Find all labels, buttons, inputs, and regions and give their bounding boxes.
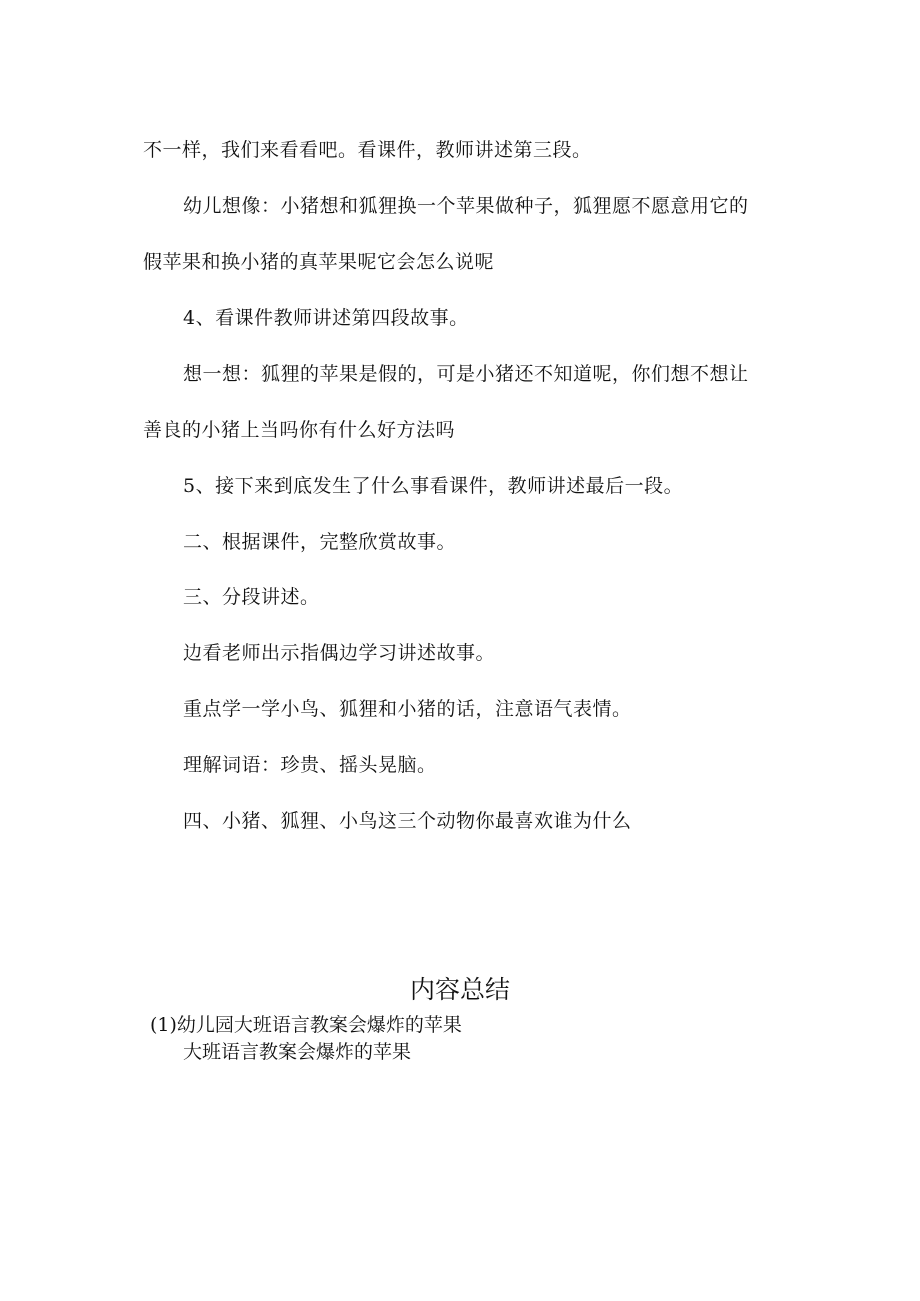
paragraph-line: 三、分段讲述。 — [183, 586, 320, 608]
paragraph-line: 善良的小猪上当吗你有什么好方法吗 — [143, 419, 456, 441]
paragraph-line: 边看老师出示指偶边学习讲述故事。 — [183, 642, 496, 664]
paragraph-line: 不一样，我们来看看吧。看课件，教师讲述第三段。 — [143, 139, 592, 161]
paragraph-line: 假苹果和换小猪的真苹果呢它会怎么说呢 — [143, 251, 495, 273]
paragraph-line: 幼儿想像：小猪想和狐狸换一个苹果做种子，狐狸愿不愿意用它的 — [183, 195, 749, 217]
summary-item: (1)幼儿园大班语言教案会爆炸的苹果 — [150, 1014, 462, 1036]
paragraph-line: 重点学一学小鸟、狐狸和小猪的话，注意语气表情。 — [183, 698, 632, 720]
paragraph-line: 四、小猪、狐狸、小鸟这三个动物你最喜欢谁为什么 — [183, 810, 632, 832]
paragraph-line: 二、根据课件，完整欣赏故事。 — [183, 531, 457, 553]
summary-title: 内容总结 — [409, 975, 510, 1004]
paragraph-line: 想一想：狐狸的苹果是假的，可是小猪还不知道呢，你们想不想让 — [183, 363, 749, 385]
summary-item: 大班语言教案会爆炸的苹果 — [183, 1041, 412, 1063]
paragraph-line: 5、接下来到底发生了什么事看课件，教师讲述最后一段。 — [183, 475, 684, 497]
paragraph-line: 4、看课件教师讲述第四段故事。 — [183, 307, 469, 329]
paragraph-line: 理解词语：珍贵、摇头晃脑。 — [183, 754, 437, 776]
